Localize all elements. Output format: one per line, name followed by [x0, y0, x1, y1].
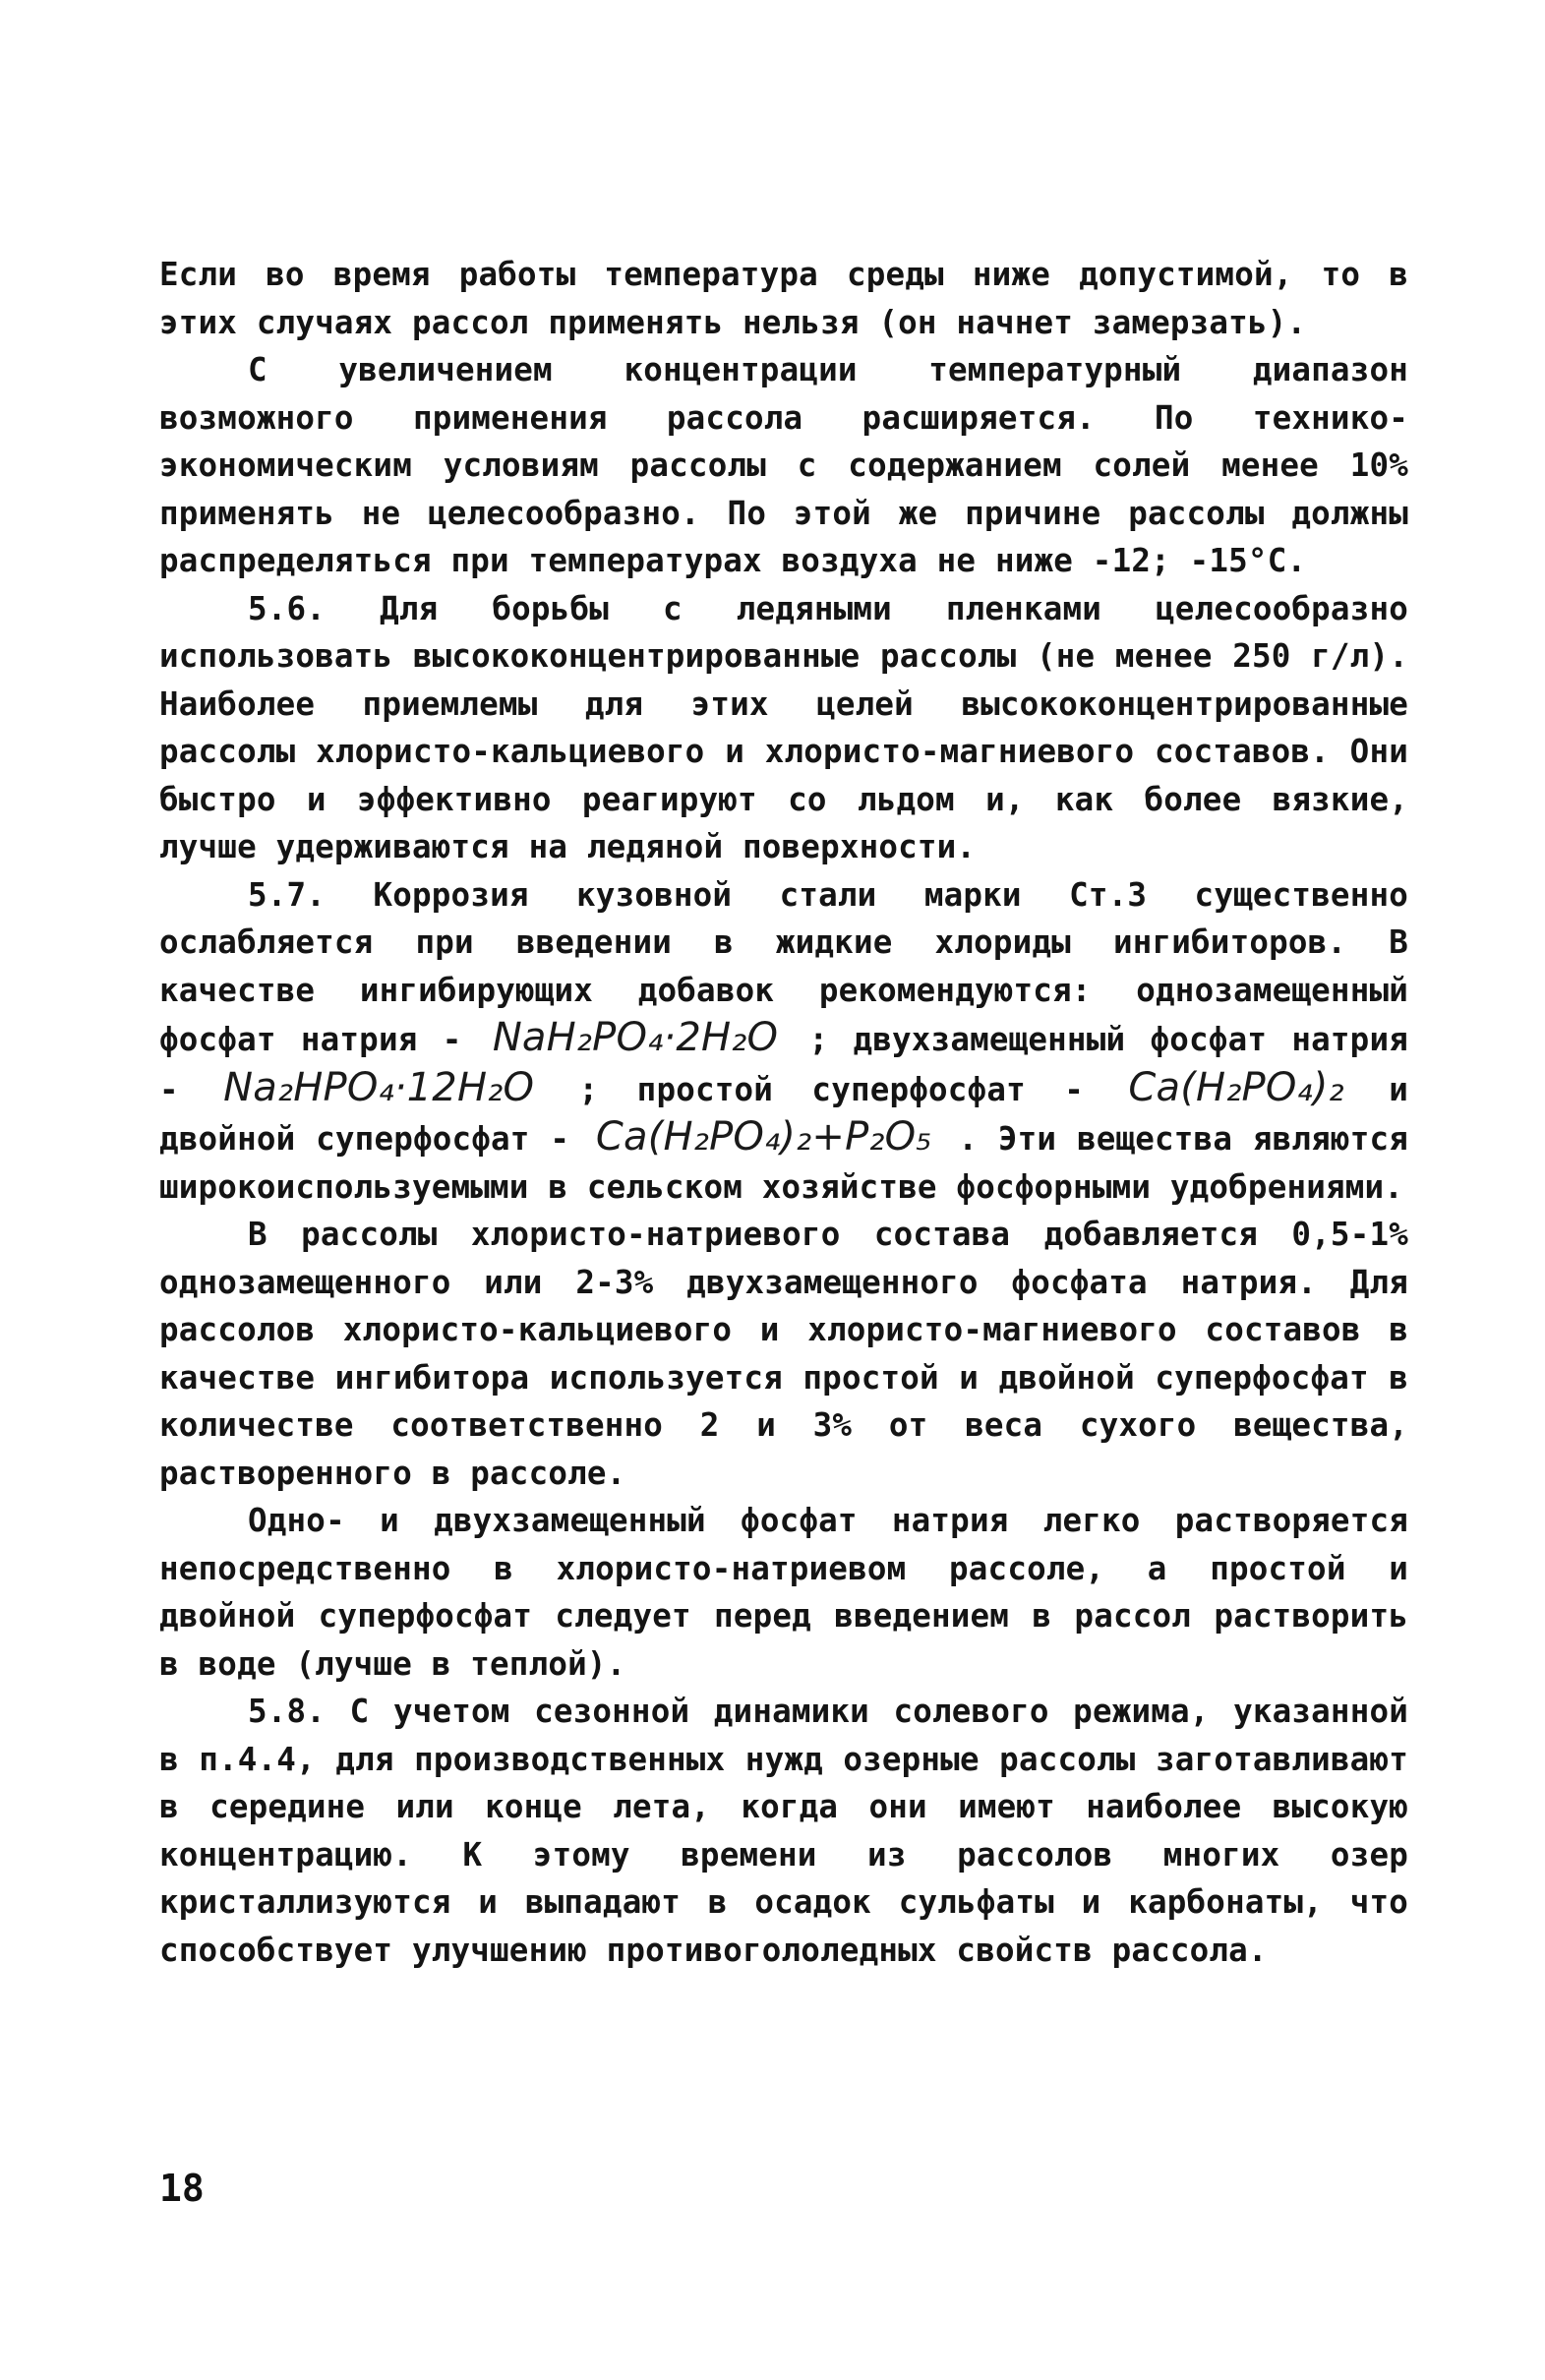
paragraph-text: 5.7. Коррозия кузовной стали марки Ст.3 существенно ослабляется при введении в жидкие хлориды ингибиторов. В качестве ингибирующих добавок рекомендуются: однозамещенный фосфат натрия - — [159, 875, 1408, 1058]
paragraph-text: В рассолы хлористо-натриевого состава добавляется 0,5-1% однозамещенного или 2-3% двухзамещенного фосфата натрия. Для рассолов хлористо-кальциевого и хлористо-магниевого составов в качестве ингибитора используется простой и двойной суперфосфат в количестве соответственно 2 и 3% от веса сухого вещества, растворенного в рассоле. — [159, 1216, 1408, 1492]
paragraph-text: . Эти вещества являются широкоиспользуемыми в сельском хозяйстве фосфорными удобрениями. — [159, 1120, 1408, 1206]
paragraph — [159, 346, 1408, 585]
paragraph — [159, 1497, 1408, 1688]
paragraph — [159, 871, 1408, 1212]
paragraph-text: 5.8. С учетом сезонной динамики солевого режима, указанной в п.4.4, для производственных нужд озерные рассолы заготавливают в середине или конце лета, когда они имеют наиболее высокую концентрацию. К этому времени из рассолов многих озер кристаллизуются и выпадают в осадок сульфаты и карбонаты, что способствует улучшению противогололедных свойств рассола. — [159, 1693, 1408, 1969]
paragraph-text: С увеличением концентрации температурный диапазон возможного применения рассола расширяется. По технико-экономическим условиям рассолы с содержанием солей менее 10% применять не целесообразно. По этой же причине рассолы должны распределяться при температурах воздуха не ниже -12; -15°С. — [159, 351, 1408, 579]
paragraph — [159, 585, 1408, 871]
paragraph — [159, 251, 1408, 346]
paragraph — [159, 1211, 1408, 1497]
paragraph-text: и двойной суперфосфат - — [159, 1070, 1408, 1158]
chemical-formula: Ca(H₂PO₄)₂ — [1128, 1064, 1344, 1110]
chemical-formula: Na₂HPO₄·12H₂O — [223, 1064, 535, 1110]
page-number: 18 — [159, 2167, 205, 2210]
chemical-formula: NaH₂PO₄·2H₂O — [492, 1015, 779, 1060]
paragraph-text: Одно- и двухзамещенный фосфат натрия легко растворяется непосредственно в хлористо-натриевом рассоле, а простой и двойной суперфосфат следует перед введением в рассол растворить в воде (лучше в теплой). — [159, 1502, 1408, 1683]
paragraph-text: 5.6. Для борьбы с ледяными пленками целесообразно использовать высококонцентрированные рассолы (не менее 250 г/л). Наиболее приемлемы для этих целей высококонцентрированные рассолы хлористо-кальциевого и хлористо-магниевого составов. Они быстро и эффективно реагируют со льдом и, как более вязкие, лучше удерживаются на ледяной поверхности. — [159, 589, 1408, 865]
paragraph — [159, 1688, 1408, 1974]
paragraph-text: ; простой суперфосфат - — [540, 1070, 1123, 1108]
document-body — [159, 251, 1408, 1974]
paragraph-text: ; двухзамещенный фосфат натрия - — [159, 1021, 1408, 1108]
paragraph-text: Если во время работы температура среды ниже допустимой, то в этих случаях рассол применять нельзя (он начнет замерзать). — [159, 256, 1408, 341]
chemical-formula: Ca(H₂PO₄)₂+P₂O₅ — [595, 1114, 932, 1160]
